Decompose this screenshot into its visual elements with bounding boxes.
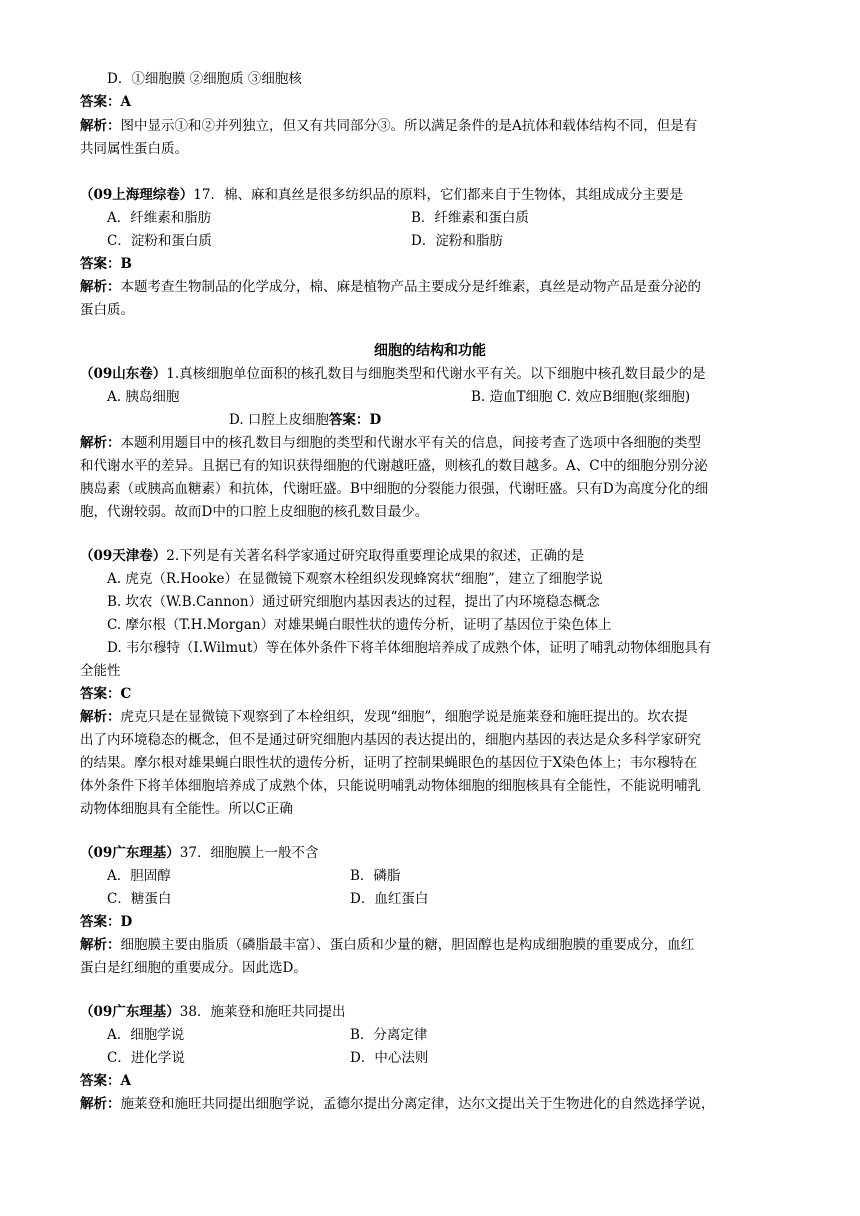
q2-analysis-line4: 胞，代谢较弱。故而D中的口腔上皮细胞的核孔数目最少。 — [80, 504, 429, 520]
answer-value: D — [369, 412, 382, 428]
q5-answer-line — [80, 1071, 782, 1091]
q4-option-d: D．血红蛋白 — [350, 891, 429, 907]
section-title: 细胞的结构和功能 — [374, 343, 486, 359]
q0-analysis-line2: 共同属性蛋白质。 — [80, 141, 188, 157]
q1-option-a: A．纤维素和脂肪 — [107, 210, 212, 226]
q3-analysis-line5: 动物体细胞具有全能性。所以C正确 — [80, 801, 293, 817]
analysis-label: 解析： — [80, 1096, 121, 1112]
answer-label: 答案： — [328, 412, 370, 428]
q1-stem: （09上海理综卷）17．棉、麻和真丝是很多纺织品的原料，它们都来自于生物体，其组成成分主要是 — [80, 187, 683, 203]
q2-option-a: A. 胰岛细胞 — [107, 389, 180, 405]
answer-label: 答案： — [80, 1073, 121, 1089]
answer-value: A — [120, 1073, 131, 1089]
q4-analysis-line1: 解析：细胞膜主要由脂质（磷脂最丰富）、蛋白质和少量的糖，胆固醇也是构成细胞膜的重要成分，血红 — [80, 937, 695, 953]
analysis-label: 解析： — [80, 279, 121, 295]
q2-stem: （09山东卷）1.真核细胞单位面积的核孔数目与细胞类型和代谢水平有关。以下细胞中核孔数目最少的是 — [80, 366, 706, 382]
question-source: （09山东卷） — [80, 366, 167, 382]
answer-label: 答案： — [80, 686, 121, 702]
q3-stem: （09天津卷）2.下列是有关著名科学家通过研究取得重要理论成果的叙述，正确的是 — [80, 548, 585, 564]
q5-option-c: C．进化学说 — [107, 1050, 185, 1066]
q4-stem: （09广东理基）37．细胞膜上一般不含 — [80, 845, 319, 861]
q3-option-c: C. 摩尔根（T.H.Morgan）对雄果蝇白眼性状的遗传分析，证明了基因位于染色体上 — [107, 617, 612, 633]
q1-analysis-line1: 解析：本题考查生物制品的化学成分，棉、麻是植物产品主要成分是纤维素，真丝是动物产品是蚕分泌的 — [80, 279, 701, 295]
q3-option-d-line1: D. 韦尔穆特（I.Wilmut）等在体外条件下将羊体细胞培养成了成熟个体，证明了哺乳动物体细胞具有 — [107, 640, 712, 656]
answer-label: 答案： — [80, 256, 121, 272]
answer-value: D — [120, 914, 133, 930]
question-source: （09广东理基） — [80, 845, 180, 861]
q2-analysis-line2: 和代谢水平的差异。且据已有的知识获得细胞的代谢越旺盛，则核孔的数目越多。A、C中的细胞分别分泌 — [80, 458, 708, 474]
q3-analysis-line4: 体外条件下将羊体细胞培养成了成熟个体，只能说明哺乳动物体细胞的细胞核具有全能性，不能说明哺乳 — [80, 778, 701, 794]
q1-option-c: C．淀粉和蛋白质 — [107, 233, 212, 249]
q0-option-d: D．①细胞膜 ②细胞质 ③细胞核 — [107, 71, 302, 87]
answer-label: 答案： — [80, 94, 121, 110]
q3-option-a: A. 虎克（R.Hooke）在显微镜下观察木栓组织发现蜂窝状“细胞”，建立了细胞学说 — [107, 571, 603, 587]
q4-option-a: A．胆固醇 — [107, 868, 171, 884]
q3-option-b: B. 坎农（W.B.Cannon）通过研究细胞内基因表达的过程，提出了内环境稳态概念 — [107, 594, 600, 610]
answer-value: A — [120, 94, 131, 110]
q5-stem: （09广东理基）38．施莱登和施旺共同提出 — [80, 1004, 346, 1020]
q2-option-d-answer — [229, 410, 629, 430]
q1-option-d: D．淀粉和脂肪 — [411, 233, 503, 249]
q2-option-bc: B. 造血T细胞 C. 效应B细胞(浆细胞) — [471, 389, 691, 405]
q3-answer-line — [80, 684, 782, 704]
analysis-label: 解析： — [80, 937, 121, 953]
q2-analysis-line1: 解析：本题利用题目中的核孔数目与细胞的类型和代谢水平有关的信息，间接考查了选项中各细胞的类型 — [80, 435, 701, 451]
answer-value: B — [120, 256, 132, 272]
question-source: （09广东理基） — [80, 1004, 180, 1020]
analysis-label: 解析： — [80, 118, 121, 134]
q3-analysis-line2: 出了内环境稳态的概念，但不是通过研究细胞内基因的表达提出的，细胞内基因的表达是众多科学家研究 — [80, 732, 701, 748]
q2-analysis-line3: 胰岛素（或胰高血糖素）和抗体，代谢旺盛。B中细胞的分裂能力很强，代谢旺盛。只有D为高度分化的细 — [80, 481, 709, 497]
q2-option-d: D. 口腔上皮细胞 — [229, 412, 329, 428]
q4-answer-line — [80, 912, 782, 932]
q0-answer-line — [80, 92, 782, 112]
answer-value: C — [120, 686, 132, 702]
q4-analysis-line2: 蛋白是红细胞的重要成分。因此选D。 — [80, 960, 307, 976]
answer-label: 答案： — [80, 914, 121, 930]
q1-option-b: B．纤维素和蛋白质 — [411, 210, 529, 226]
analysis-label: 解析： — [80, 435, 121, 451]
q1-answer-line — [80, 254, 782, 274]
q5-option-a: A．细胞学说 — [107, 1027, 185, 1043]
q5-option-b: B．分离定律 — [350, 1027, 428, 1043]
q3-analysis-line1: 解析：虎克只是在显微镜下观察到了本栓组织，发现“细胞”，细胞学说是施莱登和施旺提出的。坎农提 — [80, 709, 688, 725]
q5-option-d: D．中心法则 — [350, 1050, 429, 1066]
q5-analysis-line1: 解析：施莱登和施旺共同提出细胞学说，孟德尔提出分离定律，达尔文提出关于生物进化的自然选择学说， — [80, 1096, 715, 1112]
question-source: （09上海理综卷） — [80, 187, 194, 203]
question-source: （09天津卷） — [80, 548, 167, 564]
q1-analysis-line2: 蛋白质。 — [80, 302, 134, 318]
q4-option-b: B．磷脂 — [350, 868, 401, 884]
analysis-label: 解析： — [80, 709, 121, 725]
q3-analysis-line3: 的结果。摩尔根对雄果蝇白眼性状的遗传分析，证明了控制果蝇眼色的基因位于X染色体上；韦尔穆特在 — [80, 755, 698, 771]
q4-option-c: C．糖蛋白 — [107, 891, 172, 907]
q3-option-d-line2: 全能性 — [80, 663, 121, 679]
q0-analysis-line1: 解析：图中显示①和②并列独立，但又有共同部分③。所以满足条件的是A抗体和载体结构不同，但是有 — [80, 118, 698, 134]
